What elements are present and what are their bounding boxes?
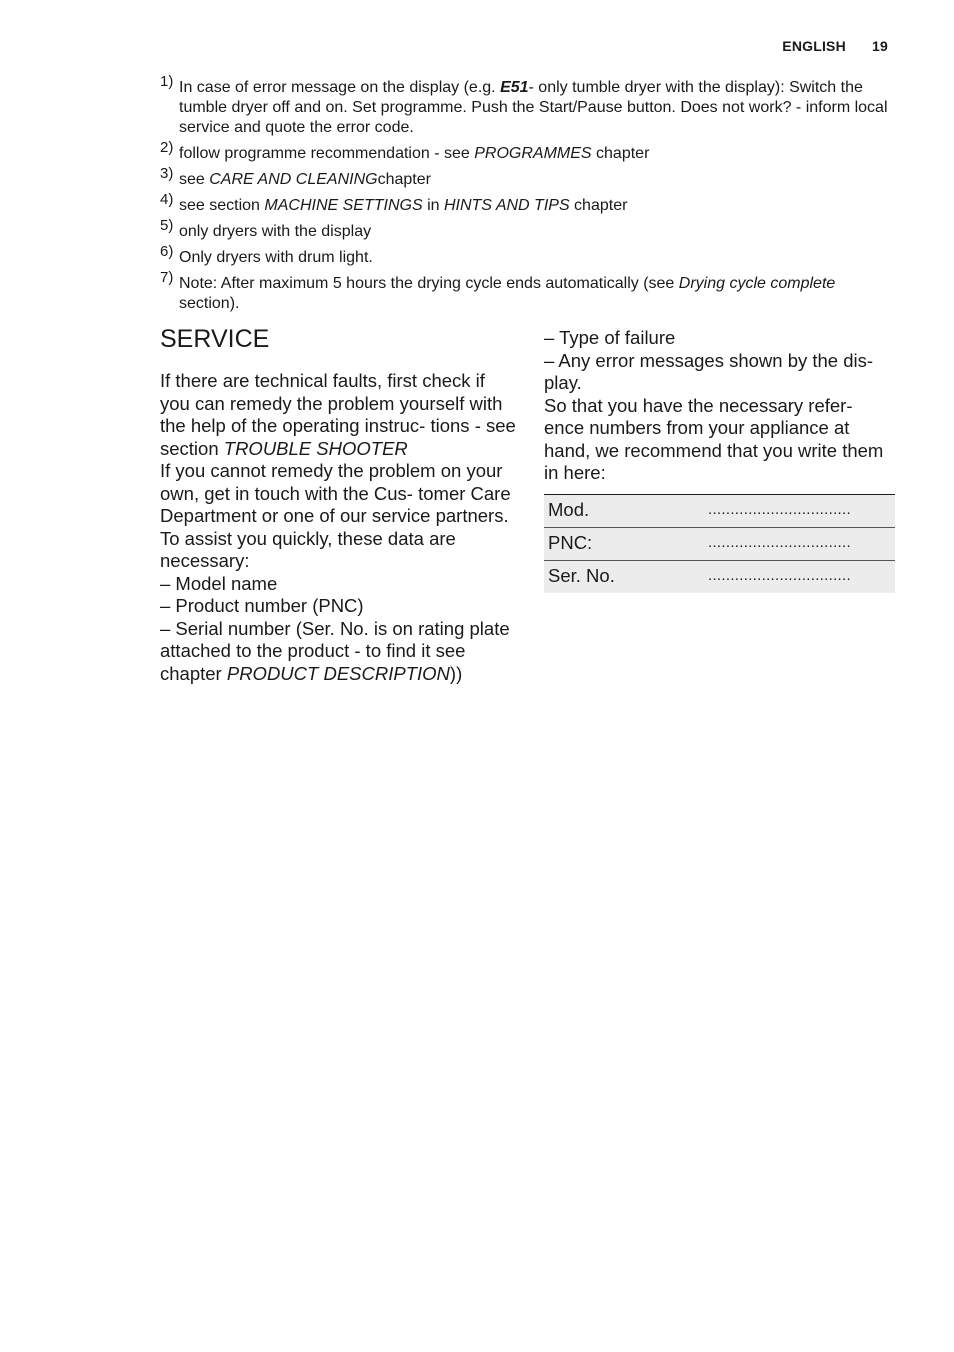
footnote-text: in — [422, 197, 444, 214]
service-paragraph — [160, 370, 516, 460]
footnote-2 — [160, 139, 894, 164]
footnote-text: see — [179, 171, 210, 188]
table-row — [544, 494, 895, 527]
paragraph-text: If there are technical faults, first check if you can remedy the problem yourself with the help of the operating instruc- tions - see section — [160, 370, 516, 459]
service-paragraph: To assist you quickly, these data are necessary: — [160, 527, 456, 571]
chapter-ref: PRODUCT DESCRIPTION — [226, 662, 450, 684]
footnote-number: 6) — [160, 243, 174, 260]
list-item-text: – Serial number (Ser. No. is on rating plate attached to the product - to find it see chapter — [160, 617, 510, 684]
table-write-in-field: ................................ — [702, 527, 895, 560]
footnote-5 — [160, 217, 894, 242]
footnote-text: - only tumble dryer with the display): Switch the tumble dryer off and on. Set programme. Push the Start/Pause button. Does not work? - inform local service and quote the error code. — [179, 79, 888, 136]
footnote-number: 2) — [160, 139, 174, 156]
list-item: – Model name — [160, 572, 278, 594]
section-ref: TROUBLE SHOOTER — [223, 437, 408, 459]
footnote-text: only dryers with the display — [179, 223, 372, 240]
footnote-text: chapter — [569, 197, 628, 214]
footnote-7 — [160, 269, 894, 314]
footnote-number: 7) — [160, 269, 174, 286]
chapter-ref: HINTS AND TIPS — [443, 197, 570, 214]
footnote-text: chapter — [591, 145, 650, 162]
table-label: Mod. — [544, 494, 702, 527]
table-label: PNC: — [544, 527, 702, 560]
section-ref: Drying cycle complete — [678, 275, 836, 292]
table-row — [544, 560, 895, 593]
list-item-text: )) — [449, 662, 463, 684]
service-paragraph: If you cannot remedy the problem on your own, get in touch with the Cus- tomer Care Department or one of our service partners. — [160, 460, 511, 526]
reference-numbers-table — [544, 494, 895, 594]
footnote-number: 1) — [160, 73, 174, 90]
footnotes — [160, 73, 894, 320]
table-label: Ser. No. — [544, 560, 702, 593]
footnote-6 — [160, 243, 894, 268]
page-number: 19 — [872, 38, 888, 54]
footnote-text: In case of error message on the display (e.g. — [179, 79, 501, 96]
footnote-text: section). — [179, 295, 240, 312]
footnote-number: 5) — [160, 217, 174, 234]
footnote-number: 3) — [160, 165, 174, 182]
table-row — [544, 527, 895, 560]
list-item: – Product number (PNC) — [160, 595, 364, 616]
section-ref: MACHINE SETTINGS — [264, 197, 423, 214]
footnote-text: see section — [179, 197, 265, 214]
footnote-3 — [160, 165, 894, 190]
table-write-in-field: ................................ — [702, 494, 895, 527]
table-write-in-field: ................................ — [702, 560, 895, 593]
service-heading: SERVICE — [160, 325, 270, 353]
language-label: ENGLISH — [782, 38, 846, 54]
service-right-column — [544, 327, 895, 594]
footnote-text: Note: After maximum 5 hours the drying cycle ends automatically (see — [179, 275, 679, 292]
footnote-4 — [160, 191, 894, 216]
footnote-number: 4) — [160, 191, 174, 208]
chapter-ref: CARE AND CLEANING — [209, 171, 378, 188]
list-item — [160, 618, 516, 686]
footnote-text: follow programme recommendation - see — [179, 145, 475, 162]
service-left-column — [160, 322, 516, 685]
footnote-text: Only dryers with drum light. — [179, 249, 373, 266]
page-header — [782, 38, 888, 54]
footnote-1 — [160, 73, 894, 138]
footnote-text: chapter — [377, 171, 431, 188]
list-item: – Type of failure — [544, 327, 676, 348]
error-code: E51 — [500, 79, 529, 96]
list-item: – Any error messages shown by the dis- play. — [544, 349, 874, 393]
chapter-ref: PROGRAMMES — [474, 145, 592, 162]
service-paragraph: So that you have the necessary refer- ence numbers from your appliance at hand, we recommend that you write them in here: — [544, 394, 884, 483]
